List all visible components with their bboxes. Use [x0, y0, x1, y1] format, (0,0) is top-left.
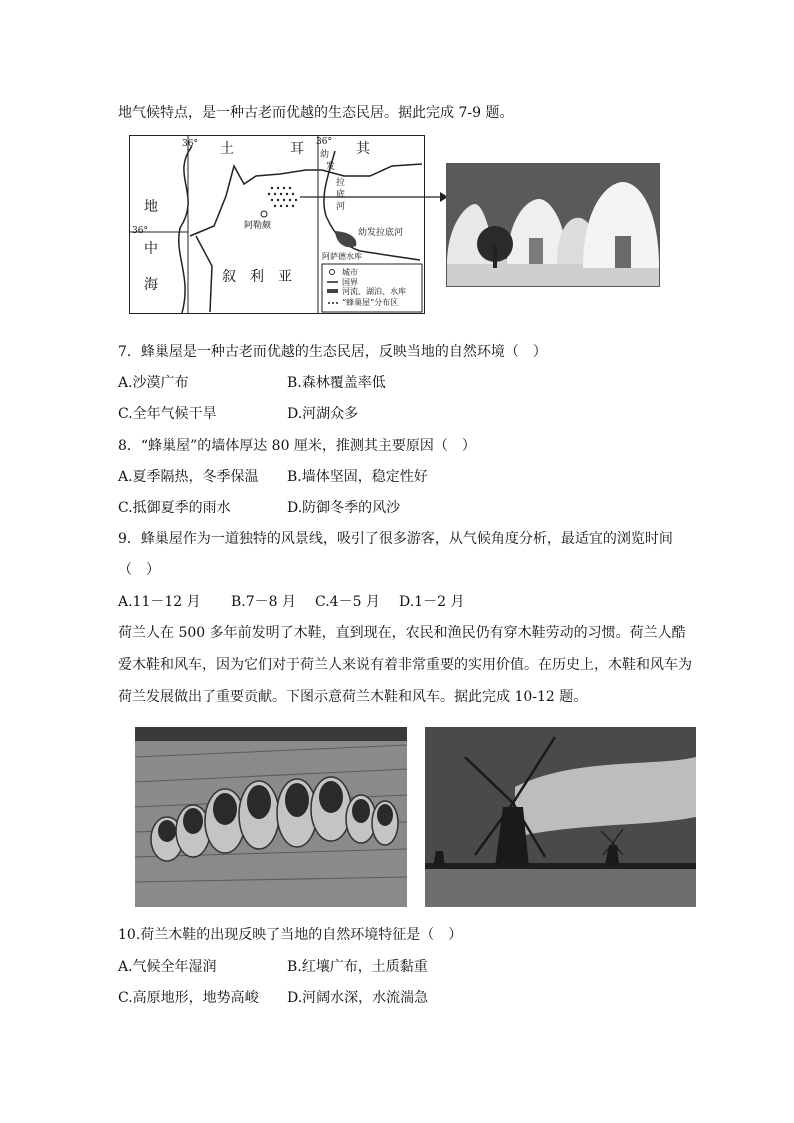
pointer-arrow	[300, 190, 450, 204]
question-9-option-c: C.4－5 月	[315, 594, 380, 610]
turkey-label-3: 其	[356, 141, 370, 157]
question-7-stem: 7．蜂巢屋是一种古老而优越的生态民居，反映当地的自然环境（ ）	[118, 344, 547, 360]
latitude-label: 36°	[132, 226, 148, 236]
legend-water: 河流、湖泊、水库	[342, 287, 406, 296]
sea-label-3: 海	[144, 277, 158, 293]
question-7-option-d: D.河湖众多	[287, 406, 359, 422]
river-char-5: 河	[336, 202, 346, 212]
question-10-option-c: C.高原地形，地势高峻	[118, 990, 259, 1006]
river-char-3: 拉	[336, 178, 346, 188]
syria-label: 叙 利 亚	[222, 269, 292, 285]
windmill-photo	[425, 727, 696, 907]
river-label: 幼发拉底河	[358, 228, 404, 238]
longitude-label-east: 36°	[316, 137, 332, 147]
question-7-option-b: B.森林覆盖率低	[287, 375, 386, 391]
question-10-option-a: A.气候全年湿润	[118, 959, 217, 975]
city-label: 阿勒颇	[244, 221, 272, 231]
windmill-image	[425, 727, 696, 907]
beehive-house-map	[129, 135, 425, 314]
beehive-house-image	[447, 164, 659, 286]
question-9-option-b: B.7－8 月	[231, 594, 297, 610]
beehive-house-photo	[446, 163, 660, 287]
sea-label-1: 地	[144, 199, 158, 215]
wooden-clogs-photo	[135, 727, 407, 907]
sea-label-2: 中	[144, 241, 158, 257]
question-7-option-c: C.全年气候干旱	[118, 406, 217, 422]
question-8-option-c: C.抵御夏季的雨水	[118, 500, 231, 516]
question-9-stem-bracket: （ ）	[118, 562, 160, 578]
legend-beehive: “蜂巢屋”分布区	[342, 298, 399, 307]
question-10-option-b: B.红壤广布，土质黏重	[287, 959, 428, 975]
river-char-1: 幼	[320, 150, 330, 160]
river-char-4: 底	[336, 190, 346, 200]
legend-border: 国界	[342, 278, 358, 287]
question-7-option-a: A.沙漠广布	[118, 375, 189, 391]
question-8-option-b: B.墙体坚固，稳定性好	[287, 469, 428, 485]
clogs-windmill-paragraph: 荷兰人在 500 多年前发明了木鞋，直到现在，农民和渔民仍有穿木鞋劳动的习惯。荷兰人酷爱木鞋和风车，因为它们对于荷兰人来说有着非常重要的实用价值。在历史上，木鞋和风车为荷兰发展做出了重要贡献。下图示意荷兰木鞋和风车。据此完成 10-12 题。	[118, 625, 692, 705]
question-9-option-d: D.1－2 月	[399, 594, 465, 610]
river-char-2: 发	[326, 162, 336, 172]
turkey-label-2: 耳	[290, 141, 304, 157]
question-8-option-a: A.夏季隔热，冬季保温	[118, 469, 259, 485]
intro-text: 地气候特点，是一种古老而优越的生态民居。据此完成 7-9 题。	[118, 105, 514, 121]
turkey-label-1: 土	[220, 141, 234, 157]
wooden-clogs-image	[135, 727, 407, 907]
question-8-option-d: D.防御冬季的风沙	[287, 500, 401, 516]
question-10-stem: 10.荷兰木鞋的出现反映了当地的自然环境特征是（ ）	[118, 927, 463, 943]
longitude-label: 36°	[182, 139, 198, 149]
question-9-stem: 9．蜂巢屋作为一道独特的风景线，吸引了很多游客，从气候角度分析，最适宜的浏览时间	[118, 531, 673, 547]
reservoir-label: 阿萨德水库	[322, 252, 362, 261]
question-9-option-a: A.11－12 月	[118, 594, 201, 610]
legend-city: 城市	[342, 268, 358, 277]
question-8-stem: 8．“蜂巢屋”的墙体厚达 80 厘米，推测其主要原因（ ）	[118, 438, 476, 454]
question-10-option-d: D.河阔水深，水流湍急	[287, 990, 429, 1006]
